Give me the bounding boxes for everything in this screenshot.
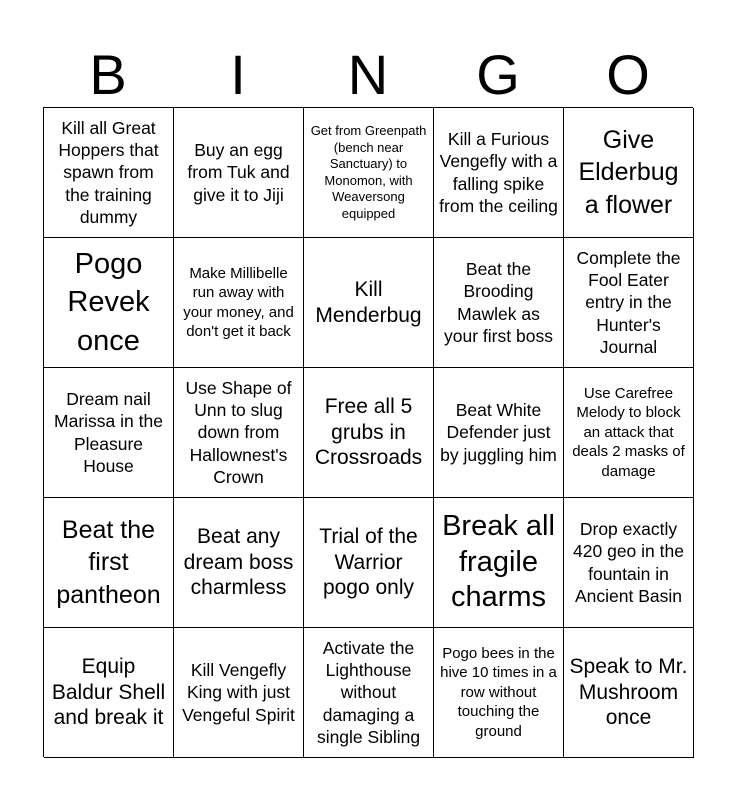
bingo-cell[interactable] [44,238,174,368]
bingo-cell-text: Use Carefree Melody to block an attack that deals 2 masks of damage [572,384,685,480]
bingo-cell-text: Equip Baldur Shell and break it [51,655,166,730]
bingo-cell-text: Pogo Revek once [67,248,150,357]
bingo-cell[interactable] [44,108,174,238]
bingo-grid [43,107,693,757]
bingo-cell[interactable] [564,108,694,238]
bingo-cell-text: Kill Menderbug [315,277,422,327]
bingo-cell[interactable] [304,368,434,498]
bingo-cell[interactable] [304,628,434,758]
bingo-cell[interactable] [434,628,564,758]
bingo-cell[interactable] [44,628,174,758]
bingo-cell[interactable] [44,368,174,498]
bingo-cell[interactable] [174,368,304,498]
bingo-cell-text: Get from Greenpath (bench near Sanctuary) to Monomon, with Weaversong equipped [310,123,427,221]
bingo-cell[interactable] [564,498,694,628]
bingo-cell-text: Beat the first pantheon [56,515,161,609]
bingo-cell-text: Break all fragile charms [442,510,555,614]
bingo-cell[interactable] [434,108,564,238]
bingo-cell-text: Beat the Brooding Mawlek as your first boss [444,258,553,346]
bingo-cell[interactable] [44,498,174,628]
bingo-cell[interactable] [564,238,694,368]
header-letter-g: G [476,43,520,106]
bingo-cell-text: Speak to Mr. Mushroom once [569,655,688,730]
bingo-cell-text: Drop exactly 420 geo in the fountain in Ancient Basin [573,518,684,606]
bingo-cell-text: Pogo bees in the hive 10 times in a row without touching the ground [440,644,557,740]
bingo-cell[interactable] [304,238,434,368]
bingo-cell[interactable] [174,628,304,758]
bingo-cell-text: Trial of the Warrior pogo only [319,525,418,600]
bingo-cell-text: Beat any dream boss charmless [183,525,294,600]
bingo-cell-text: Buy an egg from Tuk and give it to Jiji [187,139,290,205]
bingo-cell[interactable] [304,498,434,628]
header-letter-i: I [230,43,246,106]
bingo-cell[interactable] [564,628,694,758]
bingo-cell-text: Make Millibelle run away with your money, and don't get it back [183,264,294,340]
bingo-cell-text: Kill all Great Hoppers that spawn from the training dummy [58,117,159,228]
header-letter-o: O [606,43,650,106]
bingo-cell-text: Use Shape of Unn to slug down from Hallownest's Crown [185,377,292,488]
bingo-cell[interactable] [174,498,304,628]
bingo-cell-text: Complete the Fool Eater entry in the Hunter's Journal [576,247,681,358]
bingo-cell[interactable] [304,108,434,238]
header-letter-b: B [89,43,127,106]
bingo-cell-text: Activate the Lighthouse without damaging a single Sibling [316,637,421,748]
bingo-cell-text: Dream nail Marissa in the Pleasure House [54,388,163,476]
bingo-cell-text: Kill Vengefly King with just Vengeful Spirit [182,659,295,725]
bingo-cell[interactable] [174,108,304,238]
bingo-cell-text: Give Elderbug a flower [578,125,679,219]
bingo-cell-text: Beat White Defender just by juggling him [440,399,557,465]
header-letter-n: N [347,43,389,106]
bingo-cell-text: Kill a Furious Vengefly with a falling spike from the ceiling [439,128,558,216]
bingo-cell[interactable] [434,498,564,628]
bingo-header [43,38,693,108]
bingo-cell[interactable] [434,238,564,368]
bingo-cell[interactable] [174,238,304,368]
bingo-cell[interactable] [564,368,694,498]
bingo-cell-text: Free all 5 grubs in Crossroads [314,395,423,470]
bingo-cell[interactable] [434,368,564,498]
